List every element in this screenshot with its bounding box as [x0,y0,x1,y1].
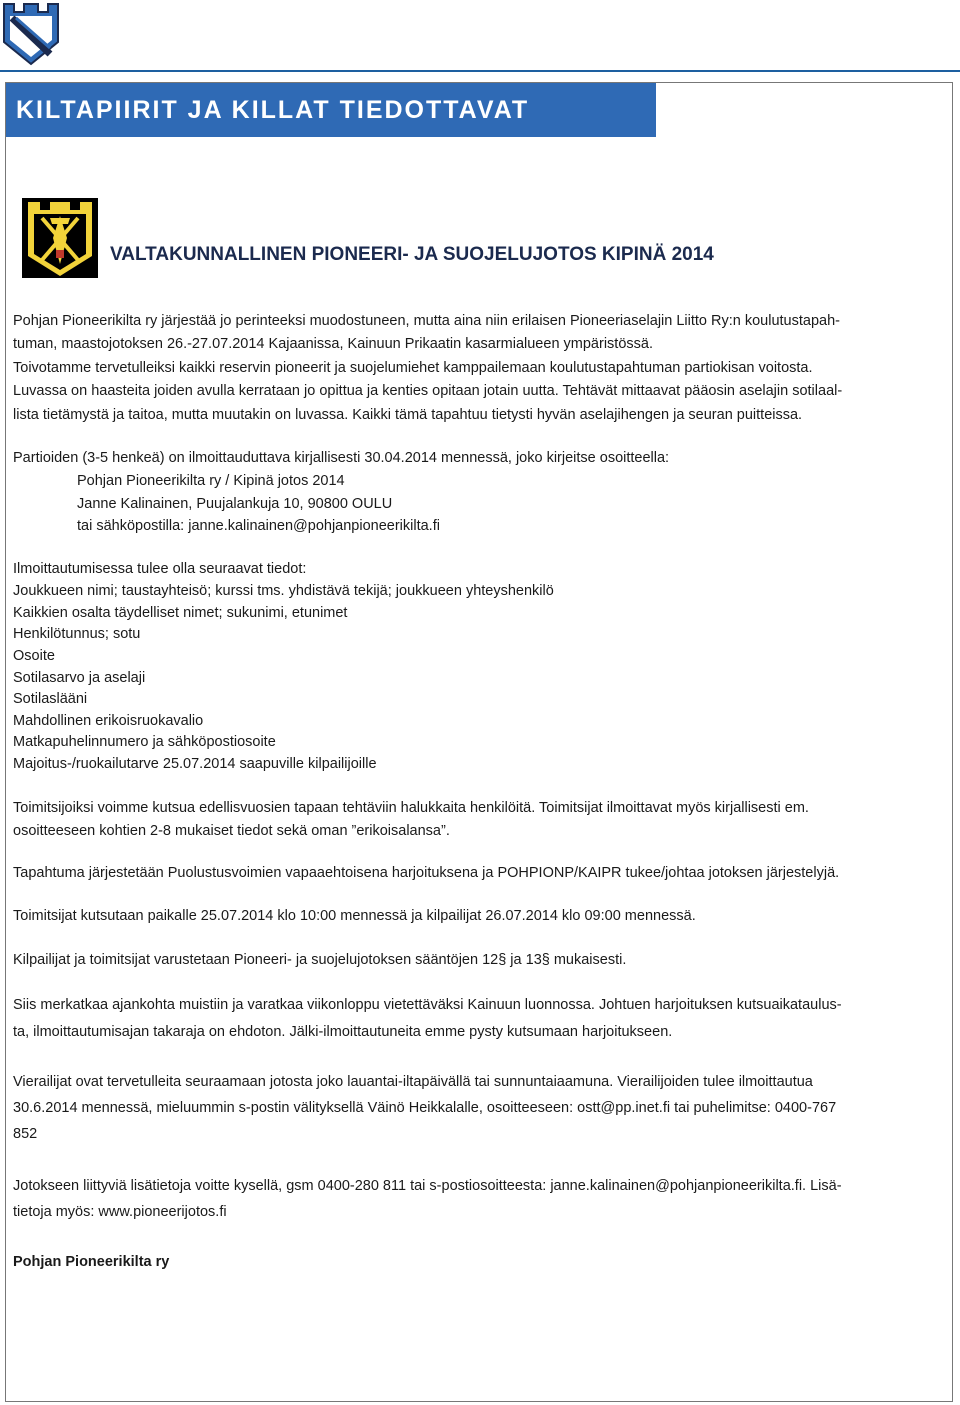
event-title: VALTAKUNNALLINEN PIONEERI- JA SUOJELUJOTOS KIPINÄ 2014 [110,244,714,265]
list-item: Mahdollinen erikoisruokavalio [13,713,204,729]
signature: Pohjan Pioneerikilta ry [13,1254,170,1270]
list-item: Joukkueen nimi; taustayhteisö; kurssi tms. yhdistävä tekijä; joukkueen yhteyshenkilö [13,583,554,599]
list-item: Kaikkien osalta täydelliset nimet; sukunimi, etunimet [13,605,348,621]
body-line: tietoja myös: www.pioneerijotos.fi [13,1204,227,1220]
body-line: 30.6.2014 mennessä, mieluummin s-postin välityksellä Väinö Heikkalalle, osoitteeseen: ostt@pp.inet.fi tai puhelimitse: 0400-767 [13,1100,837,1116]
list-item: Sotilaslääni [13,691,88,707]
banner-title: KILTAPIIRIT JA KILLAT TIEDOTTAVAT [16,96,530,124]
body-line: Kilpailijat ja toimitsijat varustetaan Pioneeri- ja suojelujotoksen sääntöjen 12§ ja 13§ mukaisesti. [13,952,627,968]
body-line: Toivotamme tervetulleiksi kaikki reservin pioneerit ja suojelumiehet kamppailemaan koulutustapahtuman partiokisan voitosta. [13,360,813,376]
registration-intro: Partioiden (3-5 henkeä) on ilmoittauduttava kirjallisesti 30.04.2014 mennessä, joko kirjeitse osoitteella: [13,450,670,466]
body-line: 852 [13,1126,38,1142]
body-line: Jotokseen liittyviä lisätietoja voitte kysellä, gsm 0400-280 811 tai s-postiosoitteesta: janne.kalinainen@pohjanpioneerikilta.fi. Lisä- [13,1178,842,1194]
list-item: Osoite [13,648,55,664]
body-line: Luvassa on haasteita joiden avulla kerrataan jo opittua ja kenties opitaan jotain uutta. Tehtävät mittaavat pääosin aselajin sotilaal- [13,383,843,399]
body-line: lista tietämystä ja taitoa, mutta muutakin on luvassa. Kaikki tämä tapahtuu tietysti hyvän aselajihengen ja seuran puitteissa. [13,407,803,423]
body-line: Toimitsijat kutsutaan paikalle 25.07.2014 klo 10:00 mennessä ja kilpailijat 26.07.2014 klo 09:00 mennessä. [13,908,696,924]
body-line: Siis merkatkaa ajankohta muistiin ja varatkaa viikonloppu vietettäväksi Kainuun luonnossa. Johtuen harjoituksen kutsuaikataulus- [13,997,842,1013]
body-line: Toimitsijoiksi voimme kutsua edellisvuosien tapaan tehtäviin halukkaita henkilöitä. Toimitsijat ilmoittavat myös kirjallisesti em. [13,800,809,816]
list-heading: Ilmoittautumisessa tulee olla seuraavat tiedot: [13,561,307,577]
email-line: tai sähköpostilla: janne.kalinainen@pohjanpioneerikilta.fi [77,518,440,534]
list-item: Sotilasarvo ja aselaji [13,670,146,686]
guild-shield-icon [2,2,60,66]
top-rule [0,70,960,72]
body-line: Vierailijat ovat tervetulleita seuraamaan jotosta joko lauantai-iltapäivällä tai sunnuntaiaamuna. Vierailijoiden tulee ilmoittautua [13,1074,813,1090]
address-line: Pohjan Pioneerikilta ry / Kipinä jotos 2014 [77,473,345,489]
address-line: Janne Kalinainen, Puujalankuja 10, 90800 OULU [77,496,393,512]
pioneer-guild-badge-icon [22,198,98,278]
body-line: Pohjan Pioneerikilta ry järjestää jo perinteeksi muodostuneen, mutta aina niin erilaisen Pioneeriaselajin Liitto Ry:n koulutustapah- [13,313,840,329]
list-item: Henkilötunnus; sotu [13,626,141,642]
body-line: ta, ilmoittautumisajan takaraja on ehdoton. Jälki-ilmoittautuneita emme pysty kutsumaan harjoitukseen. [13,1024,673,1040]
list-item: Matkapuhelinnumero ja sähköpostiosoite [13,734,276,750]
body-line: Tapahtuma järjestetään Puolustusvoimien vapaaehtoisena harjoituksena ja POHPIONP/KAIPR tukee/johtaa jotoksen järjestelyjä. [13,865,840,881]
body-line: osoitteeseen kohtien 2-8 mukaiset tiedot sekä oman ”erikoisalansa”. [13,823,450,839]
list-item: Majoitus-/ruokailutarve 25.07.2014 saapuville kilpailijoille [13,756,377,772]
body-line: tuman, maastojotoksen 26.-27.07.2014 Kajaanissa, Kainuun Prikaatin kasarmialueen ympäristössä. [13,336,653,352]
